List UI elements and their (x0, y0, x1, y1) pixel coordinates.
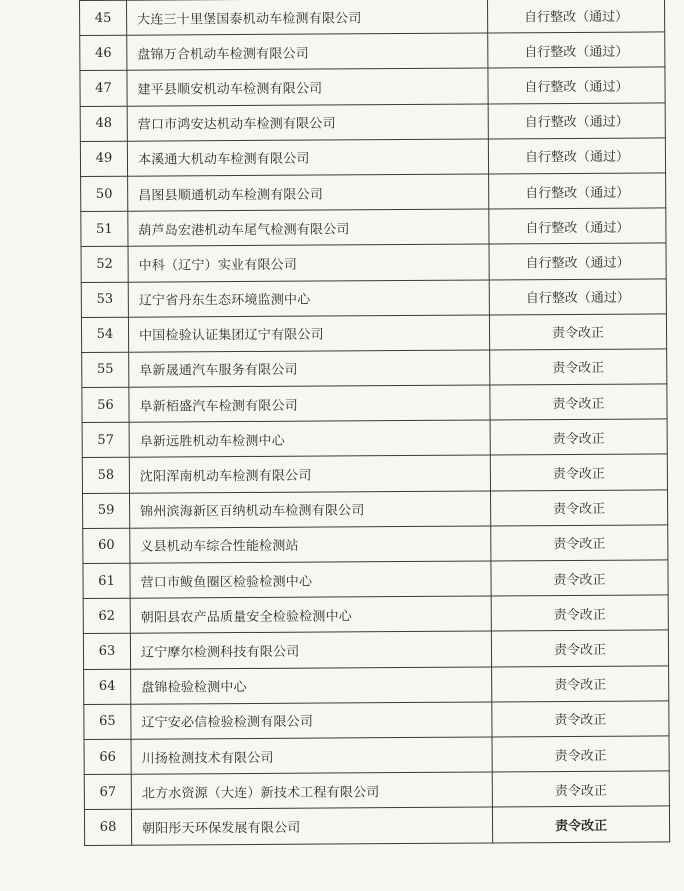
institution-name: 辽宁摩尔检测科技有限公司 (130, 631, 491, 668)
table-row (84, 806, 669, 845)
rectification-result: 责令改正 (489, 314, 666, 350)
institution-name: 营口市鸿安达机动车检测有限公司 (127, 104, 488, 141)
row-number: 50 (81, 176, 128, 211)
table-row (80, 32, 665, 71)
institution-name: 昌图县顺通机动车检测有限公司 (128, 174, 489, 211)
institution-name: 盘锦检验检测中心 (131, 667, 492, 704)
table-row (81, 173, 666, 212)
rectification-result: 自行整改（通过） (489, 208, 666, 244)
row-number: 61 (83, 563, 130, 598)
rectification-result: 责令改正 (491, 630, 668, 666)
table-row (83, 595, 668, 634)
row-number: 52 (81, 247, 128, 282)
rectification-result: 自行整改（通过） (489, 243, 666, 279)
table-row (80, 0, 665, 36)
rectification-result: 责令改正 (490, 454, 667, 490)
row-number: 56 (82, 387, 129, 422)
table-row (84, 771, 669, 810)
row-number: 53 (81, 282, 128, 317)
table-row (80, 138, 665, 177)
rectification-result: 责令改正 (492, 701, 669, 737)
rectification-result: 责令改正 (492, 665, 669, 701)
table-row (83, 490, 668, 529)
institution-name: 本溪通大机动车检测有限公司 (127, 139, 488, 176)
row-number: 48 (80, 106, 127, 141)
row-number: 47 (80, 71, 127, 106)
institution-name: 锦州滨海新区百纳机动车检测有限公司 (130, 491, 491, 528)
row-number: 46 (80, 35, 127, 70)
institution-name: 沈阳浑南机动车检测有限公司 (129, 455, 490, 492)
table-row (84, 701, 669, 740)
rectification-result: 自行整改（通过） (488, 138, 665, 174)
rectification-result: 责令改正 (490, 384, 667, 420)
table-row (82, 384, 667, 423)
institution-name: 建平县顺安机动车检测有限公司 (127, 68, 488, 105)
rectification-result: 自行整改（通过） (488, 32, 665, 68)
rectification-result: 自行整改（通过） (489, 173, 666, 209)
institution-name: 阜新栢盛汽车检测有限公司 (129, 385, 490, 422)
rectification-result: 自行整改（通过） (488, 102, 665, 138)
institution-name: 朝阳县农产品质量安全检验检测中心 (130, 596, 491, 633)
institution-name: 辽宁安必信检验检测有限公司 (131, 702, 492, 739)
table-row (82, 419, 667, 458)
row-number: 60 (83, 528, 130, 563)
rectification-result: 自行整改（通过） (487, 0, 664, 33)
rectification-result: 责令改正 (491, 560, 668, 596)
rectification-result: 责令改正 (491, 525, 668, 561)
row-number: 59 (83, 493, 130, 528)
rectification-result: 责令改正 (491, 595, 668, 631)
rectification-result: 自行整改（通过） (489, 278, 666, 314)
table-row (82, 454, 667, 493)
rectification-result: 责令改正 (490, 349, 667, 385)
row-number: 58 (82, 458, 129, 493)
table-row (80, 67, 665, 106)
rectification-result: 责令改正 (492, 736, 669, 772)
institution-name: 盘锦万合机动车检测有限公司 (127, 33, 488, 70)
table-row (83, 630, 668, 669)
institution-name: 阜新晟通汽车服务有限公司 (129, 350, 490, 387)
institution-name: 义县机动车综合性能检测站 (130, 526, 491, 563)
institution-name: 阜新远胜机动车检测中心 (129, 420, 490, 457)
rectification-result: 责令改正 (490, 419, 667, 455)
table-row (83, 560, 668, 599)
table-row (81, 278, 666, 317)
institution-name: 川扬检测技术有限公司 (131, 737, 492, 774)
institution-name: 葫芦岛宏港机动车尾气检测有限公司 (128, 209, 489, 246)
row-number: 49 (80, 141, 127, 176)
row-number: 63 (83, 634, 130, 669)
row-number: 62 (83, 598, 130, 633)
table-row (84, 736, 669, 775)
table-row (81, 314, 666, 353)
rectification-result: 责令改正 (492, 771, 669, 807)
row-number: 68 (84, 810, 131, 845)
table-row (82, 349, 667, 388)
table-row (81, 243, 666, 282)
row-number: 65 (84, 704, 131, 739)
row-number: 67 (84, 774, 131, 809)
row-number: 54 (81, 317, 128, 352)
table-row (84, 665, 669, 704)
row-number: 45 (80, 0, 127, 35)
institution-name: 中国检验认证集团辽宁有限公司 (128, 315, 489, 352)
institution-name: 大连三十里堡国泰机动车检测有限公司 (127, 0, 488, 35)
row-number: 64 (84, 669, 131, 704)
rectification-result: 自行整改（通过） (488, 67, 665, 103)
institution-name: 营口市鲅鱼圈区检验检测中心 (130, 561, 491, 598)
rectification-result: 责令改正 (492, 806, 669, 842)
table-row (80, 102, 665, 141)
institution-name: 辽宁省丹东生态环境监测中心 (128, 279, 489, 316)
row-number: 66 (84, 739, 131, 774)
institution-name: 北方水资源（大连）新技术工程有限公司 (131, 772, 492, 809)
table-row (81, 208, 666, 247)
institution-name: 朝阳彤天环保发展有限公司 (131, 807, 492, 844)
rectification-result: 责令改正 (491, 490, 668, 526)
row-number: 57 (82, 422, 129, 457)
institution-name: 中科（辽宁）实业有限公司 (128, 244, 489, 281)
table-body (80, 0, 670, 845)
row-number: 51 (81, 211, 128, 246)
inspection-results-table (79, 0, 670, 845)
row-number: 55 (82, 352, 129, 387)
table-row (83, 525, 668, 564)
